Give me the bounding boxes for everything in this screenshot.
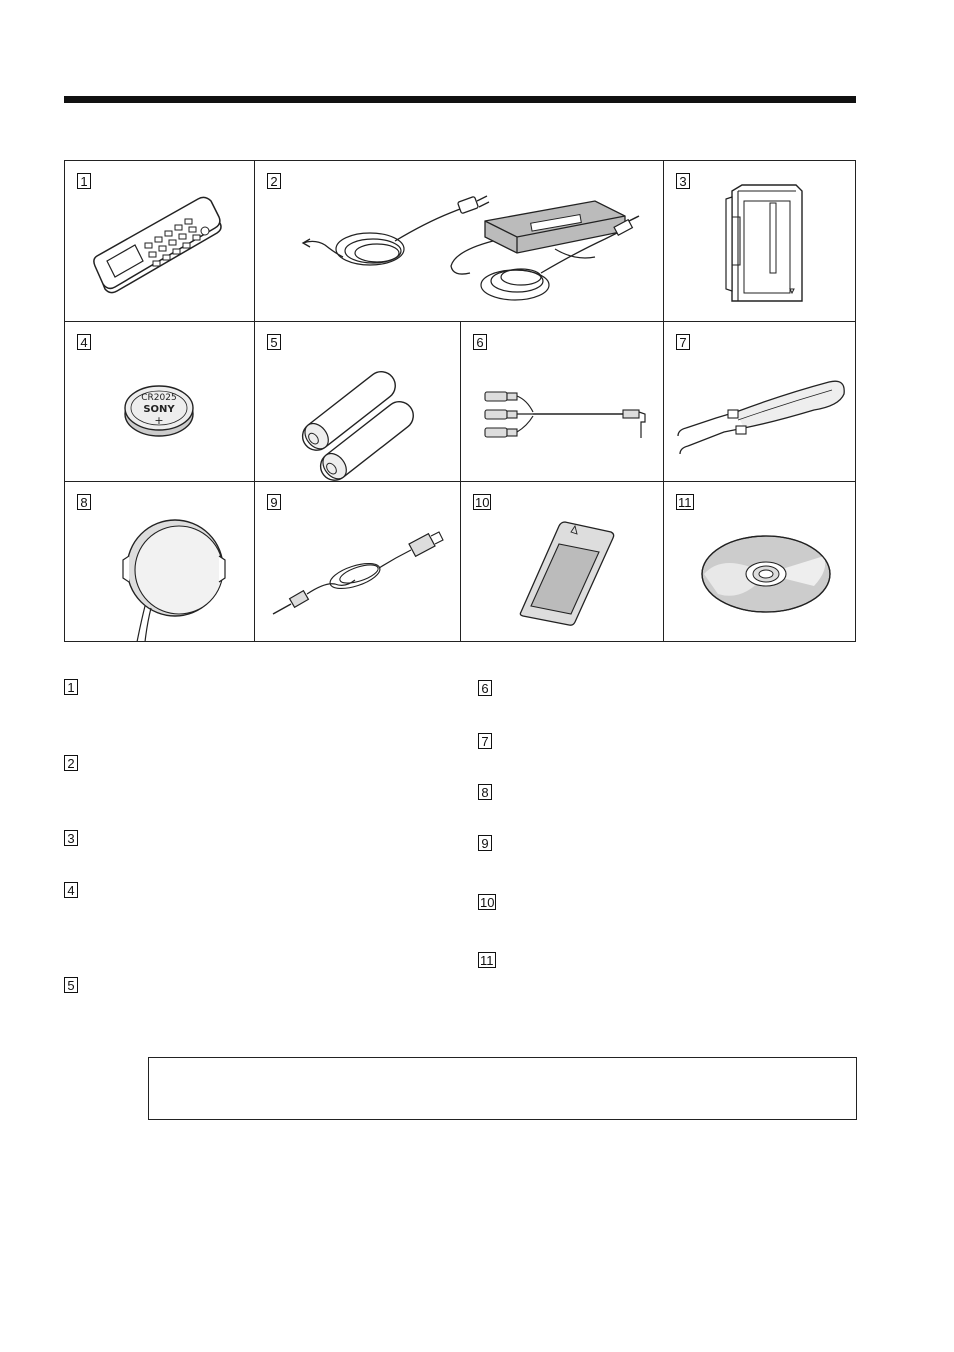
- list-item: [478, 784, 498, 804]
- item-number: 4: [64, 882, 78, 898]
- item-number: 8: [77, 494, 91, 510]
- battery-pack-icon: [664, 161, 856, 322]
- item-number: 6: [473, 334, 487, 350]
- list-item: [64, 679, 84, 699]
- list-item: [478, 680, 498, 700]
- cell-9: [255, 482, 461, 642]
- battery-sign-label: +: [154, 414, 164, 427]
- list-item: [64, 755, 84, 775]
- item-number: 1: [77, 173, 91, 189]
- list-item: [64, 830, 84, 850]
- item-number: 9: [478, 835, 492, 851]
- usb-cable-icon: [255, 482, 461, 642]
- cell-3: [664, 161, 856, 322]
- item-number: 7: [676, 334, 690, 350]
- list-item: [478, 835, 498, 855]
- header-rule: [64, 96, 856, 103]
- item-number: 9: [267, 494, 281, 510]
- item-number: 11: [480, 953, 494, 968]
- item-number: 5: [267, 334, 281, 350]
- cell-10: [461, 482, 664, 642]
- item-number: 3: [64, 830, 78, 846]
- cell-6: [461, 322, 664, 482]
- list-item: [478, 894, 498, 914]
- lithium-battery-icon: [65, 322, 255, 482]
- item-number: 10: [480, 895, 495, 910]
- lens-cap-icon: [65, 482, 255, 642]
- av-cable-icon: [461, 322, 664, 482]
- list-item: [478, 952, 498, 972]
- memory-stick-icon: [461, 482, 664, 642]
- remote-commander-icon: [65, 161, 255, 322]
- ac-adaptor-icon: [255, 161, 664, 322]
- aa-batteries-icon: [255, 322, 461, 482]
- item-number: 11: [678, 495, 692, 510]
- cell-2: [255, 161, 664, 322]
- item-number: 1: [64, 679, 78, 695]
- cell-7: [664, 322, 856, 482]
- accessories-grid: [64, 160, 856, 642]
- item-number: 8: [478, 784, 492, 800]
- note-box: [148, 1057, 857, 1120]
- item-number: 3: [676, 173, 690, 189]
- item-number: 4: [77, 334, 91, 350]
- list-item: [64, 977, 84, 997]
- cell-5: [255, 322, 461, 482]
- item-number: 6: [478, 680, 492, 696]
- list-item: [478, 733, 498, 753]
- shoulder-strap-icon: [664, 322, 856, 482]
- battery-model-label: CR2025: [141, 393, 177, 403]
- item-number: 7: [478, 733, 492, 749]
- battery-brand-label: SONY: [143, 404, 175, 415]
- item-number: 2: [267, 173, 281, 189]
- cd-rom-icon: [664, 482, 856, 642]
- list-item: [64, 882, 84, 902]
- cell-11: [664, 482, 856, 642]
- cell-1: [65, 161, 255, 322]
- cell-4: [65, 322, 255, 482]
- cell-8: [65, 482, 255, 642]
- item-number: 2: [64, 755, 78, 771]
- item-number: 5: [64, 977, 78, 993]
- item-number: 10: [475, 495, 490, 510]
